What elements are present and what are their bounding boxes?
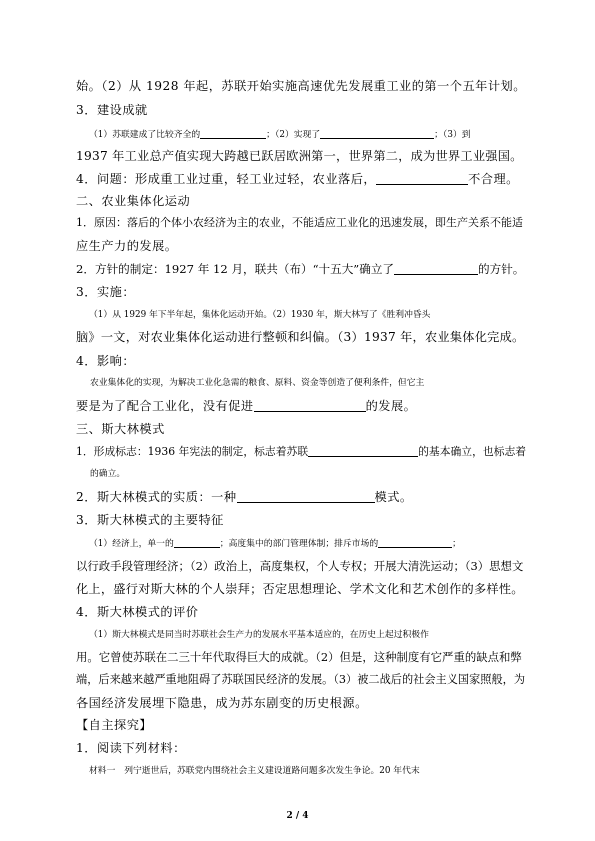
section-heading: 二、农业集体化运动 <box>76 194 191 208</box>
section-heading: 3．建设成就 <box>76 103 148 117</box>
fill-blank[interactable] <box>200 126 266 139</box>
text-line: 的确立。 <box>90 469 126 479</box>
text-line: 3．实施： <box>76 285 136 299</box>
text-line: 4．问题：形成重工业过重，轻工业过轻，农业落后， 不合理。 <box>76 172 519 186</box>
text-line: 脑》一文，对农业集体化运动进行整顿和纠偏。（3）1937 年，农业集体化完成。 <box>76 330 525 344</box>
text-line: 3．斯大林模式的主要特征 <box>76 513 224 527</box>
text-line: 用。它曾使苏联在二三十年代取得巨大的成就。（2）但是，这种制度有它严重的缺点和弊 <box>76 650 522 664</box>
text-line: 要是为了配合工业化，没有促进 的发展。 <box>76 399 417 413</box>
fill-blank[interactable] <box>308 444 418 457</box>
text-line: 材料一 列宁逝世后，苏联党内围绕社会主义建设道路问题多次发生争论。20 年代末 <box>89 766 420 776</box>
text-line: 1．阅读下列材料： <box>76 741 186 755</box>
page-number: 2 / 4 <box>286 811 309 821</box>
fill-blank[interactable] <box>320 126 434 139</box>
fill-blank[interactable] <box>174 535 220 548</box>
fill-blank[interactable] <box>376 172 468 185</box>
section-heading: 【自主探究】 <box>76 718 153 732</box>
text-line: （1）从 1929 年下半年起，集体化运动开始。（2）1930 年，斯大林写了《胜利冲昏头 <box>89 310 431 320</box>
text-line: 以行政手段管理经济；（2）政治上，高度集权，个人专权；开展大清洗运动；（3）思想文 <box>76 559 524 573</box>
text-line: 应生产力的发展。 <box>76 239 178 253</box>
text-line: （1）苏联建成了比较齐全的 ；（2）实现了 ；（3）到 <box>89 126 539 143</box>
text-line: 1．原因：落后的个体小农经济为主的农业，不能适应工业化的迅速发展，即生产关系不能适 <box>76 216 523 229</box>
text-line: 1937 年工业总产值实现大跨越已跃居欧洲第一，世界第二，成为世界工业强国。 <box>76 149 523 163</box>
text-line: 各国经济发展埋下隐患，成为苏东剧变的历史根源。 <box>76 696 368 710</box>
text-line: （1）斯大林模式是同当时苏联社会生产力的发展水平基本适应的，在历史上起过积极作 <box>89 630 429 640</box>
text-line: 2．斯大林模式的实质：一种 模式。 <box>76 490 413 504</box>
text-line: 农业集体化的实现，为解决工业化急需的粮食、原料、资金等创造了便利条件，但它主 <box>90 378 425 388</box>
text-line: 4．影响： <box>76 354 136 368</box>
fill-blank[interactable] <box>394 262 478 275</box>
text-line: 2．方针的制定：1927 年 12 月，联共（布）“十五大”确立了 的方针。 <box>76 262 525 276</box>
fill-blank[interactable] <box>254 399 366 412</box>
text-line: 1．形成标志：1936 年宪法的制定，标志着苏联 的基本确立，也标志着 <box>76 445 527 458</box>
text-line: 化上，盛行对斯大林的个人崇拜；否定思想理论、学术文化和艺术创作的多样性。 <box>76 582 524 596</box>
text-line: （1）经济上，单一的 ；高度集中的部门管理体制；排斥市场的 ； <box>89 535 539 552</box>
fill-blank[interactable] <box>378 535 452 548</box>
fill-blank[interactable] <box>237 490 375 503</box>
text-line: 始。（2）从 1928 年起，苏联开始实施高速优先发展重工业的第一个五年计划。 <box>76 79 526 93</box>
section-heading: 4．斯大林模式的评价 <box>76 605 199 619</box>
text-line: 端，后来越来越严重地阻碍了苏联国民经济的发展。（3）被二战后的社会主义国家照般，为 <box>76 673 526 686</box>
section-heading: 三、斯大林模式 <box>76 422 165 436</box>
